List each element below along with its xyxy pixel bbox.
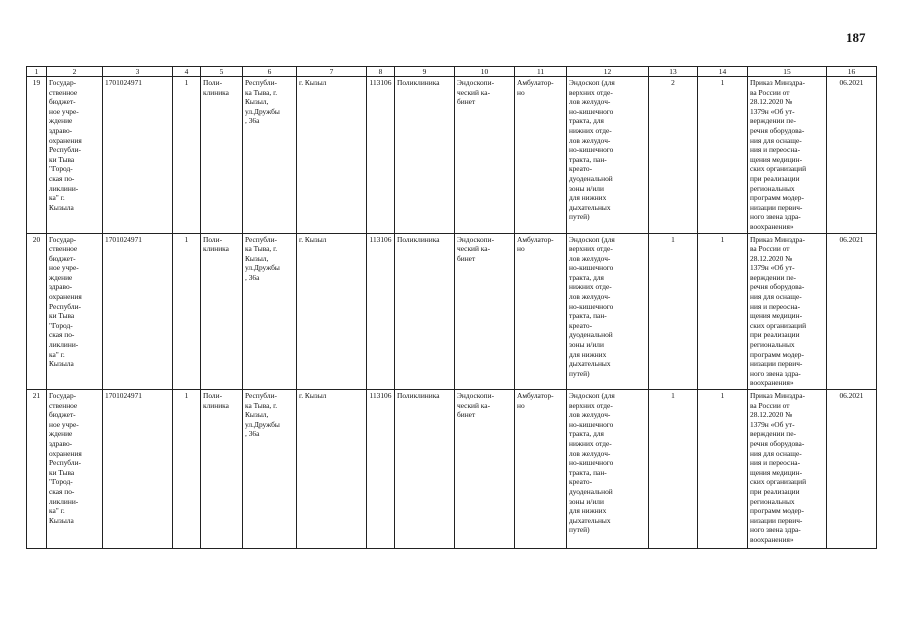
order-cell: Приказ Минздра- ва России от 28.12.2020 № 1379н «Об ут- верждении пе- речня оборудова- ния для оснаще- ния и переосна- щения медицин- ских организаций при реализации региональных программ модер- низации первич- ного звена здра- воохранения»	[748, 77, 827, 234]
address-cell: Республи- ка Тыва, г. Кызыл, ул.Дружбы , 36а	[243, 77, 297, 234]
column-number: 7	[297, 67, 367, 77]
facility-type-cell: Поли- клиника	[201, 390, 243, 549]
department-cell: Поликлиника	[395, 390, 455, 549]
quantity-cell: 1	[649, 233, 698, 390]
organization-cell: Государ- ственное бюджет- ное учре- ждение здраво- охранения Республи- ки Тыва "Город- ская по- ликлини- ка" г. Кызыла	[47, 77, 103, 234]
order-cell: Приказ Минздра- ва России от 28.12.2020 № 1379н «Об ут- верждении пе- речня оборудова- ния для оснаще- ния и переосна- щения медицин- ских организаций при реализации региональных программ модер- низации первич- ного звена здра- воохранения»	[748, 390, 827, 549]
column-number: 2	[47, 67, 103, 77]
care-form-cell: Амбулатор- но	[515, 233, 567, 390]
row-number-cell: 20	[27, 233, 47, 390]
col4-cell: 1	[173, 233, 201, 390]
col8-cell: 113106	[367, 77, 395, 234]
equipment-cell: Эндоскоп (для верхних отде- лов желудоч- но-кишечного тракта, для нижних отде- лов желудоч- но-кишечного тракта, пан- креато- дуоденальной зоны и/или для нижних дыхательных путей)	[567, 77, 649, 234]
column-number: 15	[748, 67, 827, 77]
col14-cell: 1	[698, 390, 748, 549]
care-form-cell: Амбулатор- но	[515, 390, 567, 549]
equipment-cell: Эндоскоп (для верхних отде- лов желудоч- но-кишечного тракта, для нижних отде- лов желудоч- но-кишечного тракта, пан- креато- дуоденальной зоны и/или для нижних дыхательных путей)	[567, 233, 649, 390]
equipment-cell: Эндоскоп (для верхних отде- лов желудоч- но-кишечного тракта, для нижних отде- лов желудоч- но-кишечного тракта, пан- креато- дуоденальной зоны и/или для нижних дыхательных путей)	[567, 390, 649, 549]
cabinet-cell: Эндоскопи- ческий ка- бинет	[455, 233, 515, 390]
table-row	[27, 390, 877, 549]
city-cell: г. Кызыл	[297, 233, 367, 390]
date-cell: 06.2021	[827, 233, 877, 390]
col4-cell: 1	[173, 390, 201, 549]
facility-type-cell: Поли- клиника	[201, 77, 243, 234]
col4-cell: 1	[173, 77, 201, 234]
column-number: 14	[698, 67, 748, 77]
order-cell: Приказ Минздра- ва России от 28.12.2020 № 1379н «Об ут- верждении пе- речня оборудова- ния для оснаще- ния и переосна- щения медицин- ских организаций при реализации региональных программ модер- низации первич- ного звена здра- воохранения»	[748, 233, 827, 390]
table-row	[27, 233, 877, 390]
date-cell: 06.2021	[827, 390, 877, 549]
city-cell: г. Кызыл	[297, 390, 367, 549]
column-number: 1	[27, 67, 47, 77]
table-row	[27, 77, 877, 234]
col14-cell: 1	[698, 77, 748, 234]
row-number-cell: 21	[27, 390, 47, 549]
column-number: 11	[515, 67, 567, 77]
col8-cell: 113106	[367, 390, 395, 549]
department-cell: Поликлиника	[395, 233, 455, 390]
cabinet-cell: Эндоскопи- ческий ка- бинет	[455, 77, 515, 234]
column-number: 3	[103, 67, 173, 77]
equipment-registry-table	[26, 66, 877, 549]
col8-cell: 113106	[367, 233, 395, 390]
quantity-cell: 2	[649, 77, 698, 234]
column-number: 16	[827, 67, 877, 77]
column-number: 9	[395, 67, 455, 77]
inn-cell: 1701024971	[103, 233, 173, 390]
col14-cell: 1	[698, 233, 748, 390]
column-number: 4	[173, 67, 201, 77]
cabinet-cell: Эндоскопи- ческий ка- бинет	[455, 390, 515, 549]
column-number: 6	[243, 67, 297, 77]
page-number: 187	[846, 30, 866, 45]
inn-cell: 1701024971	[103, 77, 173, 234]
care-form-cell: Амбулатор- но	[515, 77, 567, 234]
inn-cell: 1701024971	[103, 390, 173, 549]
date-cell: 06.2021	[827, 77, 877, 234]
column-number: 8	[367, 67, 395, 77]
column-number: 13	[649, 67, 698, 77]
organization-cell: Государ- ственное бюджет- ное учре- ждение здраво- охранения Республи- ки Тыва "Город- ская по- ликлини- ка" г. Кызыла	[47, 390, 103, 549]
quantity-cell: 1	[649, 390, 698, 549]
organization-cell: Государ- ственное бюджет- ное учре- ждение здраво- охранения Республи- ки Тыва "Город- ская по- ликлини- ка" г. Кызыла	[47, 233, 103, 390]
row-number-cell: 19	[27, 77, 47, 234]
column-number: 5	[201, 67, 243, 77]
department-cell: Поликлиника	[395, 77, 455, 234]
address-cell: Республи- ка Тыва, г. Кызыл, ул.Дружбы , 36а	[243, 390, 297, 549]
city-cell: г. Кызыл	[297, 77, 367, 234]
address-cell: Республи- ка Тыва, г. Кызыл, ул.Дружбы , 36а	[243, 233, 297, 390]
column-number: 10	[455, 67, 515, 77]
column-number: 12	[567, 67, 649, 77]
facility-type-cell: Поли- клиника	[201, 233, 243, 390]
column-number-row	[27, 67, 877, 77]
